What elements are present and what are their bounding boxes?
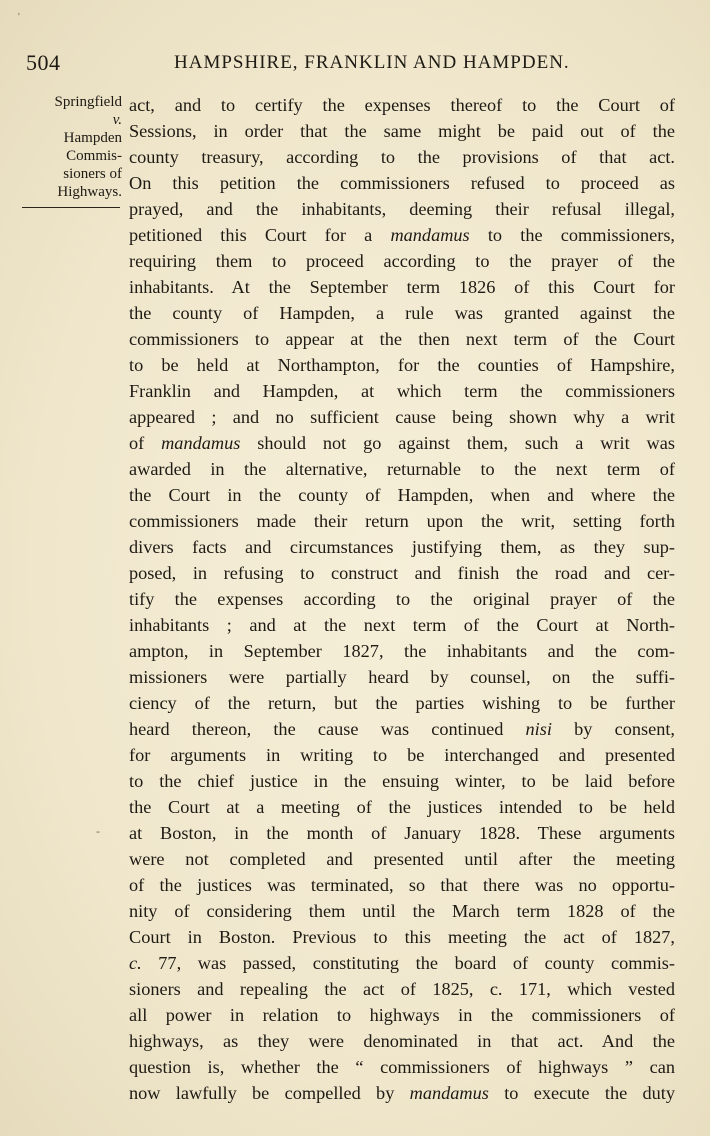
margin-note: [22, 93, 122, 201]
text-line: posed, in refusing to construct and finish the road and cer-: [129, 563, 675, 583]
text-span: of: [129, 433, 162, 453]
text-span: by consent,: [551, 719, 675, 739]
text-line: prayed, and the inhabitants, deeming their refusal illegal,: [129, 199, 675, 219]
text-line: missioners were partially heard by counsel, on the suffi-: [129, 667, 675, 687]
text-line: commissioners to appear at the then next term of the Court: [129, 329, 675, 349]
text-line: act, and to certify the expenses thereof to the Court of: [129, 95, 675, 115]
text-line: Sessions, in order that the same might be paid out of the: [129, 121, 675, 141]
text-line: county treasury, according to the provisions of that act.: [129, 147, 675, 167]
text-line: [129, 950, 675, 976]
top-mark: ': [18, 12, 20, 23]
text-line: requiring them to proceed according to the prayer of the: [129, 251, 675, 271]
text-span: to the commissioners,: [469, 225, 675, 245]
stray-mark: -: [96, 824, 100, 838]
italic-text: nisi: [525, 719, 552, 739]
italic-text: mandamus: [161, 433, 241, 453]
page-number: 504: [26, 50, 61, 75]
text-span: heard thereon, the cause was continued: [129, 719, 526, 739]
text-line: [129, 222, 675, 248]
text-line: to be held at Northampton, for the counties of Hampshire,: [129, 355, 675, 375]
italic-text: mandamus: [409, 1083, 489, 1103]
text-line: inhabitants. At the September term 1826 of this Court for: [129, 277, 675, 297]
text-line: commissioners made their return upon the writ, setting forth: [129, 511, 675, 531]
text-line: of the justices was terminated, so that there was no opportu-: [129, 875, 675, 895]
text-line: appeared ; and no sufficient cause being shown why a writ: [129, 407, 675, 427]
text-line: question is, whether the “ commissioners of highways ” can: [129, 1057, 675, 1077]
text-line: ampton, in September 1827, the inhabitants and the com-: [129, 641, 675, 661]
text-line: [129, 716, 675, 742]
text-line: tify the expenses according to the original prayer of the: [129, 589, 675, 609]
text-span: now lawfully be compelled by: [129, 1083, 410, 1103]
margin-note-line: Commis-: [66, 148, 122, 164]
text-line: inhabitants ; and at the next term of the Court at North-: [129, 615, 675, 635]
text-line: were not completed and presented until after the meeting: [129, 849, 675, 869]
text-line: at Boston, in the month of January 1828. These arguments: [129, 823, 675, 843]
text-line: divers facts and circumstances justifying them, as they sup-: [129, 537, 675, 557]
text-line: for arguments in writing to be interchanged and presented: [129, 745, 675, 765]
text-line: On this petition the commissioners refused to proceed as: [129, 173, 675, 193]
text-line: Franklin and Hampden, at which term the commissioners: [129, 381, 675, 401]
text-line: sioners and repealing the act of 1825, c. 171, which vested: [129, 979, 675, 999]
text-line: all power in relation to highways in the commissioners of: [129, 1005, 675, 1025]
text-span: should not go against them, such a writ was: [240, 433, 675, 453]
text-line: to the chief justice in the ensuing winter, to be laid before: [129, 771, 675, 791]
text-span: petitioned this Court for a: [129, 225, 391, 245]
margin-note-line: Springfield: [54, 94, 122, 110]
text-span: to execute the duty: [488, 1083, 676, 1103]
text-line: the county of Hampden, a rule was granted against the: [129, 303, 675, 323]
text-line: ciency of the return, but the parties wishing to be further: [129, 693, 675, 713]
text-line: highways, as they were denominated in that act. And the: [129, 1031, 675, 1051]
margin-note-line: Highways.: [57, 184, 122, 200]
text-span: 77, was passed, constituting the board of county commis-: [141, 953, 675, 973]
margin-note-line: Hampden: [63, 130, 122, 146]
italic-text: mandamus: [390, 225, 470, 245]
text-line: [129, 1080, 675, 1106]
text-line: nity of considering them until the March term 1828 of the: [129, 901, 675, 921]
text-line: awarded in the alternative, returnable to the next term of: [129, 459, 675, 479]
margin-rule: [22, 207, 120, 208]
running-title: HAMPSHIRE, FRANKLIN AND HAMPDEN.: [174, 52, 570, 73]
margin-note-line: v.: [112, 112, 122, 128]
italic-text: c.: [129, 953, 142, 973]
text-line: Court in Boston. Previous to this meeting the act of 1827,: [129, 927, 675, 947]
text-line: the Court at a meeting of the justices intended to be held: [129, 797, 675, 817]
text-line: the Court in the county of Hampden, when and where the: [129, 485, 675, 505]
page-header: [26, 50, 676, 80]
margin-note-line: sioners of: [63, 166, 122, 182]
text-line: [129, 430, 675, 456]
body-text: [129, 92, 675, 1106]
